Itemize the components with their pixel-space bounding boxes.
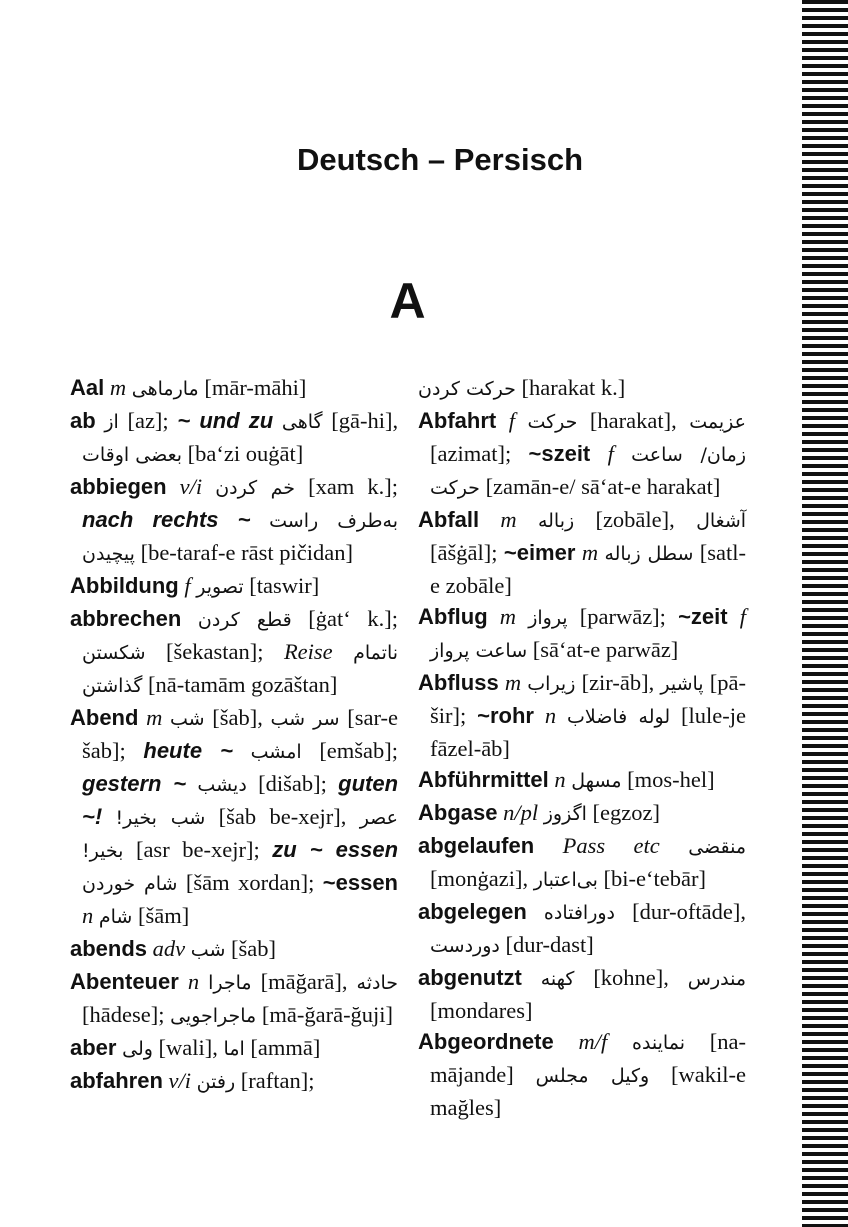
persian-translation: دیشب bbox=[197, 774, 247, 796]
grammar-label: m bbox=[109, 375, 127, 400]
persian-translation: قطع کردن bbox=[197, 609, 292, 631]
dictionary-entry bbox=[70, 603, 398, 702]
transliteration: [bi-e‘tebār] bbox=[603, 866, 706, 891]
headword: Abend bbox=[70, 705, 139, 730]
dictionary-entry bbox=[70, 405, 398, 471]
persian-translation: اگزوز bbox=[543, 803, 587, 825]
persian-translation: شکستن bbox=[82, 642, 146, 664]
persian-translation: زیراب bbox=[527, 673, 576, 695]
persian-translation: حرکت bbox=[527, 411, 578, 433]
dictionary-entry bbox=[418, 764, 746, 797]
persian-translation: ماجراجویی bbox=[170, 1005, 257, 1027]
persian-translation: لوله فاضلاب bbox=[567, 706, 671, 728]
persian-translation: بعضی اوقات bbox=[82, 444, 183, 466]
transliteration: [az]; bbox=[127, 408, 169, 433]
transliteration: [harakat k.] bbox=[521, 375, 626, 400]
transliteration: [šekastan]; bbox=[166, 639, 264, 664]
persian-translation: زباله bbox=[537, 510, 575, 532]
compound-headword: ~essen bbox=[322, 870, 398, 895]
persian-translation: اما bbox=[223, 1038, 245, 1060]
grammar-label: f bbox=[184, 573, 191, 598]
dictionary-entry bbox=[418, 405, 746, 504]
persian-translation: عصر بخیر! bbox=[82, 807, 398, 862]
compound-headword: ~szeit bbox=[528, 441, 591, 466]
headword: Abfahrt bbox=[418, 408, 497, 433]
persian-translation: حادثه bbox=[356, 972, 399, 994]
dictionary-entry bbox=[70, 933, 398, 966]
grammar-label: n bbox=[544, 703, 557, 728]
transliteration: [egzoz] bbox=[592, 800, 660, 825]
transliteration: [mondares] bbox=[430, 998, 533, 1023]
transliteration: [kohne], bbox=[593, 965, 669, 990]
headword: abgelegen bbox=[418, 899, 527, 924]
transliteration: [lule-je fāzel-āb] bbox=[430, 703, 747, 761]
dictionary-entry bbox=[418, 504, 746, 601]
compound-headword: ~zeit bbox=[678, 604, 728, 629]
persian-translation: آشغال bbox=[696, 510, 747, 532]
dictionary-entry bbox=[70, 966, 398, 1032]
persian-translation: خم کردن bbox=[215, 477, 296, 499]
transliteration: [wakil-e mağles] bbox=[430, 1062, 747, 1120]
persian-translation: نماینده bbox=[631, 1032, 685, 1054]
transliteration: [šab be-xejr], bbox=[218, 804, 347, 829]
persian-translation: ناتمام گذاشتن bbox=[82, 642, 399, 697]
grammar-label: n bbox=[187, 969, 200, 994]
phrase: zu ~ essen bbox=[272, 837, 399, 862]
transliteration: [mā-ğarā-ğuji] bbox=[261, 1002, 394, 1027]
transliteration: [zir-āb], bbox=[581, 670, 655, 695]
transliteration: [parwāz]; bbox=[579, 604, 666, 629]
thumb-index-tab bbox=[802, 0, 848, 1227]
transliteration: [xam k.]; bbox=[308, 474, 398, 499]
dictionary-column-right bbox=[418, 372, 746, 1123]
phrase: guten ~! bbox=[82, 771, 399, 829]
transliteration: [ammā] bbox=[250, 1035, 321, 1060]
dictionary-column-left bbox=[70, 372, 398, 1098]
grammar-label: m bbox=[500, 507, 517, 532]
grammar-label: n bbox=[554, 767, 566, 792]
persian-translation: حرکت کردن bbox=[418, 378, 516, 400]
headword: abgelaufen bbox=[418, 833, 535, 858]
persian-translation: ولی bbox=[122, 1038, 153, 1060]
persian-translation: امشب bbox=[250, 741, 302, 763]
headword: Abgase bbox=[418, 800, 498, 825]
persian-translation: شام خوردن bbox=[82, 873, 178, 895]
dictionary-entry bbox=[70, 570, 398, 603]
headword: abbrechen bbox=[70, 606, 182, 631]
dictionary-entry bbox=[70, 372, 398, 405]
dictionary-entry bbox=[418, 962, 746, 1026]
persian-translation: به‌طرف راست پیچیدن bbox=[82, 510, 398, 565]
transliteration: [satl-e zobāle] bbox=[430, 540, 747, 598]
transliteration: [zamān-e/ sā‘at-e harakat] bbox=[485, 474, 721, 499]
transliteration: [zobāle], bbox=[595, 507, 675, 532]
headword: Abfall bbox=[418, 507, 480, 532]
dictionary-entry bbox=[418, 1026, 746, 1123]
persian-translation: بی‌اعتبار bbox=[533, 869, 598, 891]
grammar-label: n bbox=[82, 903, 94, 928]
persian-translation: ماجرا bbox=[208, 972, 252, 994]
persian-translation: پاشیر bbox=[660, 673, 704, 695]
grammar-label: m bbox=[499, 604, 517, 629]
transliteration: [pā-šir]; bbox=[430, 670, 746, 728]
transliteration: [asr be-xejr]; bbox=[135, 837, 260, 862]
phrase: nach rechts ~ bbox=[82, 507, 251, 532]
persian-translation: وکیل مجلس bbox=[535, 1065, 650, 1087]
dictionary-entry bbox=[418, 896, 746, 962]
persian-translation: مسهل bbox=[571, 770, 622, 792]
persian-translation: مارماهی bbox=[131, 378, 199, 400]
persian-translation: گاهی bbox=[281, 411, 323, 433]
transliteration: [sar-e šab]; bbox=[82, 705, 398, 763]
grammar-label: adv bbox=[152, 936, 186, 961]
dictionary-entry bbox=[418, 830, 746, 896]
section-title: Deutsch – Persisch bbox=[296, 142, 584, 177]
persian-translation: کهنه bbox=[540, 968, 575, 990]
transliteration: [ba‘zi ouġāt] bbox=[187, 441, 304, 466]
transliteration: [dur-oftāde], bbox=[632, 899, 746, 924]
transliteration: [monġazi], bbox=[430, 866, 529, 891]
dictionary-entry bbox=[70, 471, 398, 570]
transliteration: [taswir] bbox=[249, 573, 320, 598]
transliteration: [be-taraf-e rāst pičidan] bbox=[140, 540, 353, 565]
persian-translation: شب بخیر! bbox=[115, 807, 206, 829]
persian-translation: سر شب bbox=[270, 708, 340, 730]
grammar-label: Pass etc bbox=[562, 833, 660, 858]
phrase: heute ~ bbox=[143, 738, 233, 763]
dictionary-entry bbox=[418, 797, 746, 830]
transliteration: [šām] bbox=[137, 903, 190, 928]
headword: Abflug bbox=[418, 604, 488, 629]
persian-translation: منقضی bbox=[688, 836, 747, 858]
transliteration: [azimat]; bbox=[430, 441, 512, 466]
grammar-label: Reise bbox=[283, 639, 333, 664]
persian-translation: سطل زباله bbox=[604, 543, 694, 565]
headword: Abführmittel bbox=[418, 767, 549, 792]
persian-translation: رفتن bbox=[196, 1071, 236, 1093]
dictionary-entry bbox=[70, 1065, 398, 1098]
headword: Aal bbox=[70, 375, 105, 400]
phrase: gestern ~ bbox=[82, 771, 187, 796]
transliteration: [raftan]; bbox=[240, 1068, 315, 1093]
compound-headword: ~eimer bbox=[503, 540, 576, 565]
persian-translation: دوردست bbox=[430, 935, 500, 957]
letter-heading: A bbox=[389, 273, 426, 329]
headword: ab bbox=[70, 408, 96, 433]
transliteration: [mār-māhi] bbox=[204, 375, 307, 400]
headword: Abgeordnete bbox=[418, 1029, 554, 1054]
grammar-label: n/pl bbox=[503, 800, 539, 825]
grammar-label: v/i bbox=[179, 474, 203, 499]
transliteration: [šab] bbox=[230, 936, 276, 961]
grammar-label: f bbox=[607, 441, 614, 466]
transliteration: [harakat], bbox=[589, 408, 677, 433]
dictionary-entry bbox=[70, 1032, 398, 1065]
transliteration: [mos-hel] bbox=[627, 767, 715, 792]
persian-translation: دورافتاده bbox=[543, 902, 616, 924]
grammar-label: m/f bbox=[578, 1029, 608, 1054]
dictionary-entry bbox=[418, 667, 746, 764]
persian-translation: شب bbox=[190, 939, 226, 961]
persian-translation: عزیمت bbox=[689, 411, 746, 433]
transliteration: [wali], bbox=[158, 1035, 218, 1060]
persian-translation: شب bbox=[170, 708, 205, 730]
headword: abbiegen bbox=[70, 474, 167, 499]
grammar-label: f bbox=[739, 604, 747, 629]
persian-translation: شام bbox=[98, 906, 133, 928]
transliteration: [dur-dast] bbox=[505, 932, 594, 957]
persian-translation: ساعت پرواز bbox=[430, 640, 528, 662]
transliteration: [nā-tamām gozāštan] bbox=[148, 672, 338, 697]
headword: aber bbox=[70, 1035, 117, 1060]
transliteration: [gā-hi], bbox=[331, 408, 399, 433]
persian-translation: پرواز bbox=[528, 607, 568, 629]
transliteration: [ġat‘ k.]; bbox=[308, 606, 398, 631]
headword: abends bbox=[70, 936, 148, 961]
headword: abfahren bbox=[70, 1068, 163, 1093]
transliteration: [āšġāl]; bbox=[430, 540, 498, 565]
transliteration: [māğarā], bbox=[260, 969, 348, 994]
dictionary-entry bbox=[418, 601, 746, 667]
persian-translation: مندرس bbox=[687, 968, 747, 990]
transliteration: [na-mājande] bbox=[430, 1029, 746, 1087]
compound-headword: ~rohr bbox=[477, 703, 534, 728]
grammar-label: m bbox=[504, 670, 522, 695]
headword: Abbildung bbox=[70, 573, 179, 598]
persian-translation: از bbox=[104, 411, 119, 433]
headword: Abenteuer bbox=[70, 969, 179, 994]
transliteration: [sā‘at-e parwāz] bbox=[532, 637, 679, 662]
persian-translation: تصویر bbox=[196, 576, 244, 598]
transliteration: [dišab]; bbox=[258, 771, 327, 796]
transliteration: [šām xordan]; bbox=[185, 870, 315, 895]
headword: Abfluss bbox=[418, 670, 499, 695]
dictionary-entry bbox=[418, 372, 746, 405]
transliteration: [hādese]; bbox=[82, 1002, 165, 1027]
dictionary-entry bbox=[70, 702, 398, 933]
grammar-label: m bbox=[581, 540, 599, 565]
transliteration: [šab], bbox=[212, 705, 263, 730]
transliteration: [emšab]; bbox=[319, 738, 399, 763]
grammar-label: f bbox=[508, 408, 515, 433]
grammar-label: m bbox=[146, 705, 163, 730]
persian-translation: زمان/ ساعت حرکت bbox=[430, 444, 747, 499]
headword: abgenutzt bbox=[418, 965, 522, 990]
grammar-label: v/i bbox=[168, 1068, 192, 1093]
phrase: ~ und zu bbox=[177, 408, 274, 433]
